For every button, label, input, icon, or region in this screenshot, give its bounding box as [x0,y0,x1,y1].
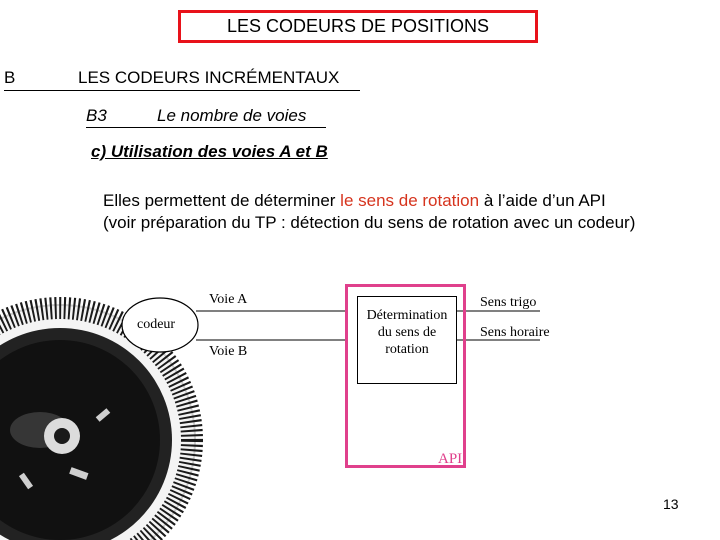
paragraph-text-end: à l’aide d’un API (voir préparation du TP : détection du sens de rotation avec un codeur) [103,191,636,232]
subsubsection-title: c) Utilisation des voies A et B [91,142,328,161]
paragraph-text-start: Elles permettent de déterminer [103,191,341,210]
direction-detection-box [357,296,457,384]
subsection-code: B3 [86,106,107,125]
page-number: 13 [663,496,679,512]
channel-b-label: Voie B [209,344,248,359]
process-line-3: rotation [385,342,429,357]
paragraph-highlight: le sens de rotation [340,191,480,210]
output-cw-label: Sens horaire [480,325,550,340]
section-letter: B [4,68,16,87]
encoder-label: codeur [137,317,176,332]
process-line-2: du sens de [377,325,437,340]
page-title: LES CODEURS DE POSITIONS [226,16,490,36]
section-title: LES CODEURS INCRÉMENTAUX [78,68,340,87]
subsection-title: Le nombre de voies [157,106,307,125]
process-line-1: Détermination [366,308,448,323]
output-ccw-label: Sens trigo [480,295,537,310]
api-label: API [438,451,463,467]
channel-a-label: Voie A [209,292,248,307]
